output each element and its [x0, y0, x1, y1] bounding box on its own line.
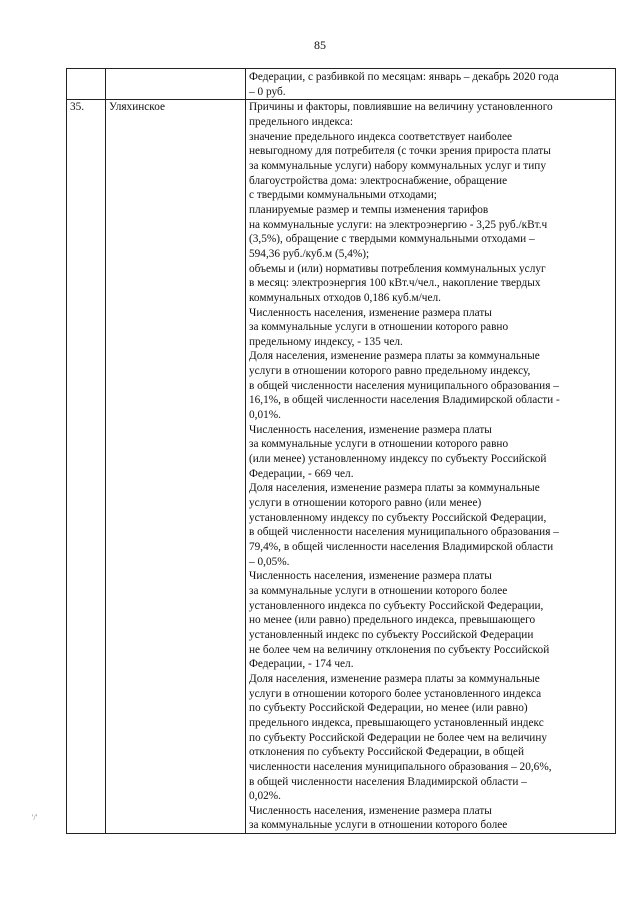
text-line: значение предельного индекса соответствует наиболее	[249, 130, 513, 143]
row-number-cell	[67, 69, 106, 100]
text-line: за коммунальные услуги в отношении которого равно	[249, 321, 509, 334]
text-line: – 0 руб.	[249, 85, 286, 98]
text-line: Численность населения, изменение размера платы	[249, 804, 492, 817]
text-line: Причины и факторы, повлиявшие на величину установленного	[249, 101, 553, 114]
text-line: 0,01%.	[249, 409, 282, 422]
text-line: в месяц: электроэнергия 100 кВт.ч/чел., накопление твердых	[249, 277, 541, 290]
text-line: по субъекту Российской Федерации не более чем на величину	[249, 731, 548, 744]
description-cell	[246, 69, 616, 100]
text-line: на коммунальные услуги: на электроэнергию - 3,25 руб./кВт.ч	[249, 218, 548, 231]
text-line: услуги в отношении которого равно (или менее)	[249, 497, 482, 510]
table-row-continuation	[67, 69, 616, 100]
municipality-name-cell	[106, 69, 246, 100]
page-number: 85	[314, 38, 326, 52]
text-line: в общей численности населения муниципального образования –	[249, 379, 559, 392]
text-line: отклонения по субъекту Российской Федерации, в общей	[249, 746, 524, 759]
municipality-table	[66, 68, 616, 834]
margin-scan-mark: '/'	[32, 813, 38, 822]
text-line: (3,5%), обращение с твердыми коммунальными отходами –	[249, 233, 535, 246]
text-line: 0,02%.	[249, 790, 282, 803]
text-line: за коммунальные услуги в отношении которого более	[249, 584, 508, 597]
table-row-35	[67, 100, 616, 834]
text-line: объемы и (или) нормативы потребления коммунальных услуг	[249, 262, 546, 275]
text-line: 16,1%, в общей численности населения Владимирской области -	[249, 394, 560, 407]
text-line: установленному индексу по субъекту Российской Федерации,	[249, 511, 547, 524]
text-line: но менее (или равно) предельного индекса, превышающего	[249, 614, 536, 627]
text-line: коммунальных отходов 0,186 куб.м/чел.	[249, 291, 441, 304]
text-line: Федерации, - 174 чел.	[249, 658, 354, 671]
text-line: за коммунальные услуги) набору коммунальных услуг и типу	[249, 159, 546, 172]
text-line: в общей численности населения Владимирской области –	[249, 775, 527, 788]
text-line: предельного индекса:	[249, 115, 353, 128]
text-line: в общей численности населения муниципального образования –	[249, 526, 559, 539]
text-line: 79,4%, в общей численности населения Владимирской области	[249, 541, 554, 553]
text-line: 594,36 руб./куб.м (5,4%);	[249, 247, 370, 260]
text-line: установленный индекс по субъекту Российской Федерации	[249, 628, 534, 641]
text-line: не более чем на величину отклонения по субъекту Российской	[249, 643, 550, 656]
text-line: Федерации, - 669 чел.	[249, 467, 354, 480]
text-line: за коммунальные услуги в отношении которого более	[249, 819, 508, 832]
text-line: Доля населения, изменение размера платы за коммунальные	[249, 350, 540, 363]
text-line: предельному индексу, - 135 чел.	[249, 335, 403, 348]
text-line: услуги в отношении которого более установленного индекса	[249, 687, 542, 700]
text-line: Доля населения, изменение размера платы за коммунальные	[249, 672, 540, 685]
text-line: услуги в отношении которого равно предельному индексу,	[249, 365, 531, 378]
text-line: планируемые размер и темпы изменения тарифов	[249, 203, 489, 216]
text-line: Численность населения, изменение размера платы	[249, 306, 492, 319]
text-line: с твердыми коммунальными отходами;	[249, 189, 437, 202]
text-line: установленного индекса по субъекту Российской Федерации,	[249, 599, 544, 612]
text-line: предельного индекса, превышающего установленный индекс	[249, 716, 544, 729]
text-line: Доля населения, изменение размера платы за коммунальные	[249, 482, 540, 495]
text-line: за коммунальные услуги в отношении которого равно	[249, 438, 509, 451]
text-line: – 0,05%.	[249, 555, 290, 568]
text-line: Федерации, с разбивкой по месяцам: январь – декабрь 2020 года	[249, 71, 559, 83]
text-line: (или менее) установленному индексу по субъекту Российской	[249, 453, 547, 466]
text-line: по субъекту Российской Федерации, но менее (или равно)	[249, 702, 528, 715]
description-text	[249, 100, 615, 833]
row-number-cell: 35.	[67, 100, 106, 834]
text-line: невыгодному для потребителя (с точки зрения прироста платы	[249, 145, 551, 158]
text-line: Численность населения, изменение размера платы	[249, 423, 492, 436]
description-text	[249, 69, 615, 99]
text-line: Численность населения, изменение размера платы	[249, 570, 492, 583]
description-cell	[246, 100, 616, 834]
municipality-name-cell: Уляхинское	[106, 100, 246, 834]
text-line: благоустройства дома: электроснабжение, обращение	[249, 174, 508, 187]
text-line: численности населения муниципального образования – 20,6%,	[249, 760, 552, 773]
